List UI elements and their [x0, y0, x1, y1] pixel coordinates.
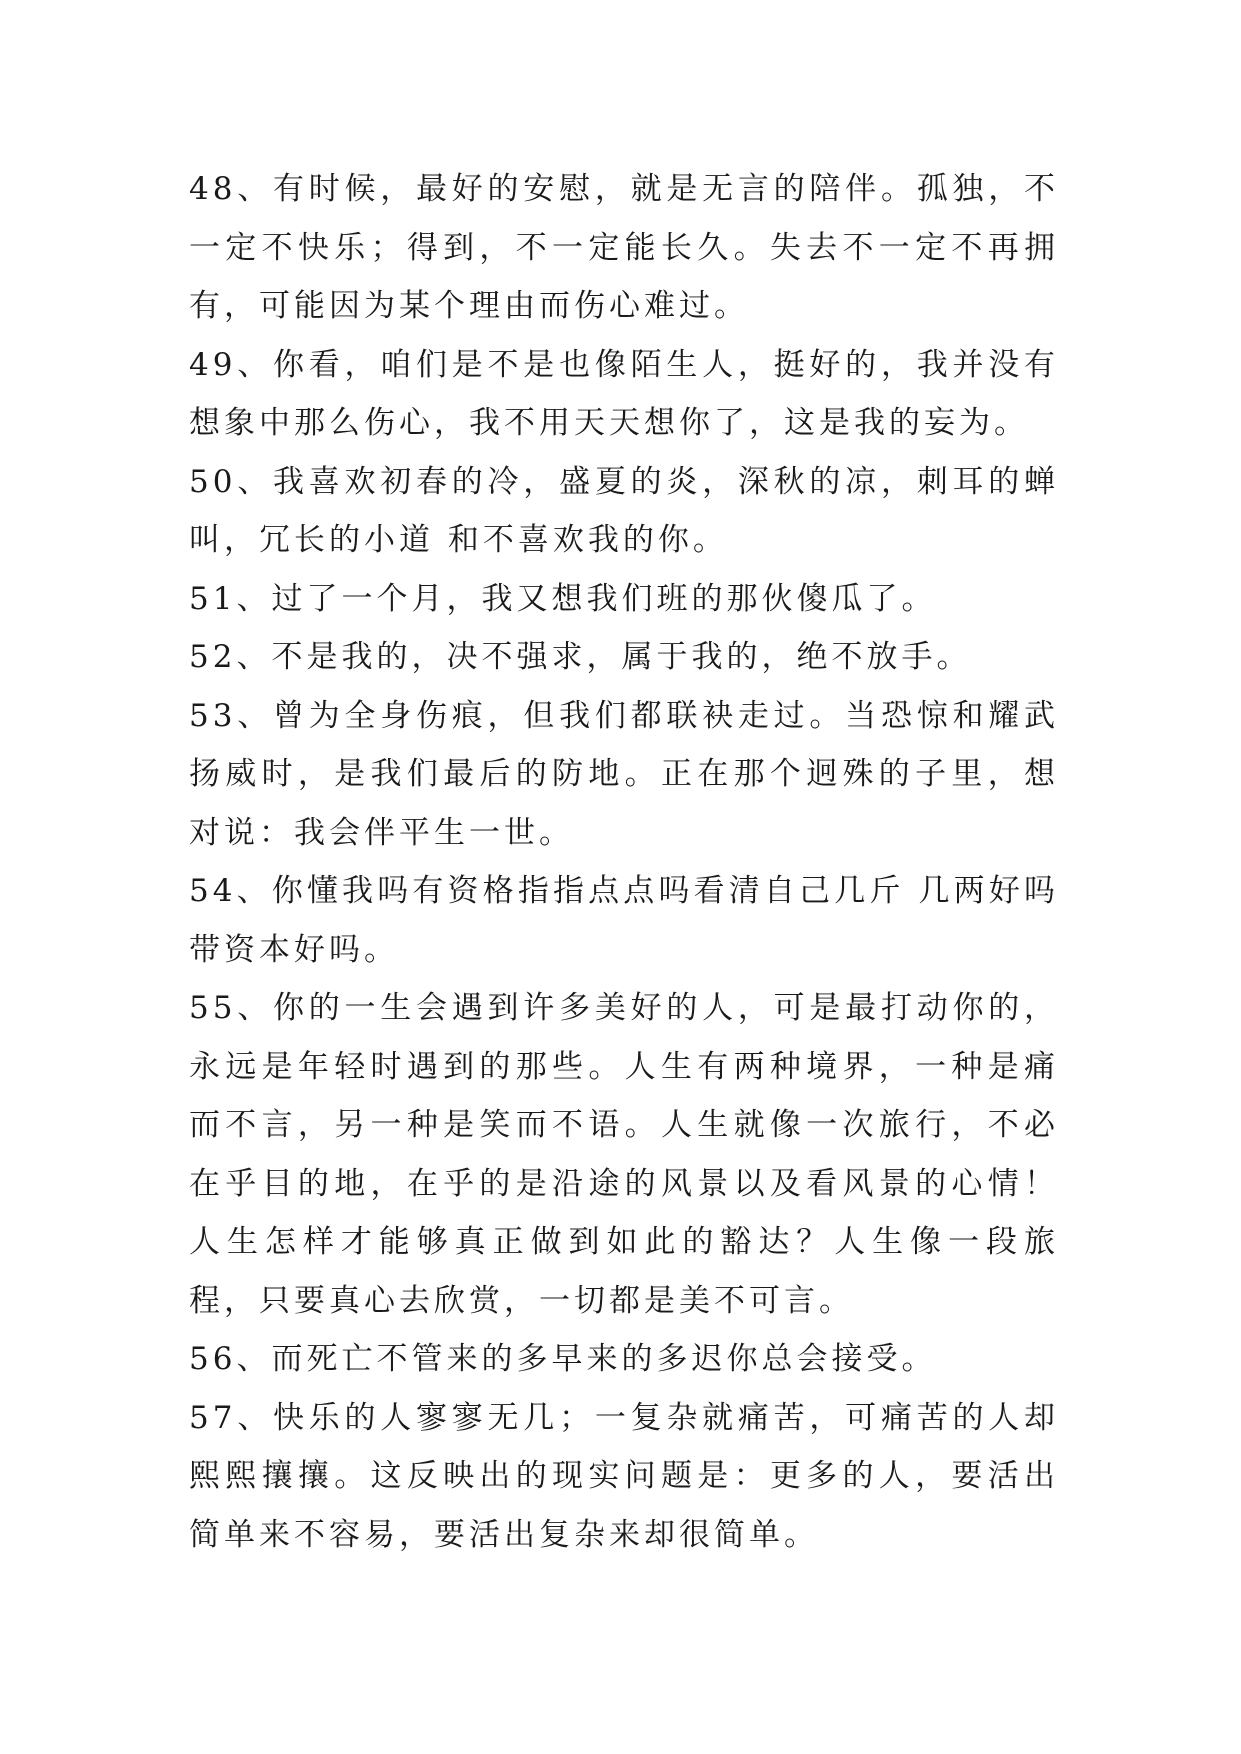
- paragraph-48: 48、有时候，最好的安慰，就是无言的陪伴。孤独，不一定不快乐；得到，不一定能长久。失去不一定不再拥有，可能因为某个理由而伤心难过。: [189, 171, 1059, 324]
- paragraph-55: 55、你的一生会遇到许多美好的人，可是最打动你的，永远是年轻时遇到的那些。人生有两种境界，一种是痛而不言，另一种是笑而不语。人生就像一次旅行，不必在乎目的地，在乎的是沿途的风景以及看风景的心情！人生怎样才能够真正做到如此的豁达？人生像一段旅程，只要真心去欣赏，一切都是美不可言。: [189, 990, 1059, 1319]
- paragraph-51: 51、过了一个月，我又想我们班的那伙傻瓜了。: [189, 580, 937, 617]
- paragraph-56: 56、而死亡不管来的多早来的多迟你总会接受。: [189, 1341, 937, 1377]
- document-body: [189, 160, 1059, 1564]
- paragraph-53: 53、曾为全身伤痕，但我们都联袂走过。当恐惊和耀武扬威时，是我们最后的防地。正在那个迥殊的子里，想对说：我会伴平生一世。: [189, 697, 1059, 851]
- paragraph-50: 50、我喜欢初春的冷，盛夏的炎，深秋的凉，刺耳的蝉叫，冗长的小道 和不喜欢我的你。: [189, 463, 1059, 558]
- paragraph-52: 52、不是我的，决不强求，属于我的，绝不放手。: [189, 639, 972, 675]
- paragraph-49: 49、你看，咱们是不是也像陌生人，挺好的，我并没有想象中那么伤心，我不用天天想你了，这是我的妄为。: [189, 346, 1059, 441]
- paragraph-54: 54、你懂我吗有资格指指点点吗看清自己几斤 几两好吗带资本好吗。: [189, 873, 1059, 968]
- paragraph-57: 57、快乐的人寥寥无几；一复杂就痛苦，可痛苦的人却熙熙攘攘。这反映出的现实问题是：更多的人，要活出简单来不容易，要活出复杂来却很简单。: [189, 1399, 1059, 1553]
